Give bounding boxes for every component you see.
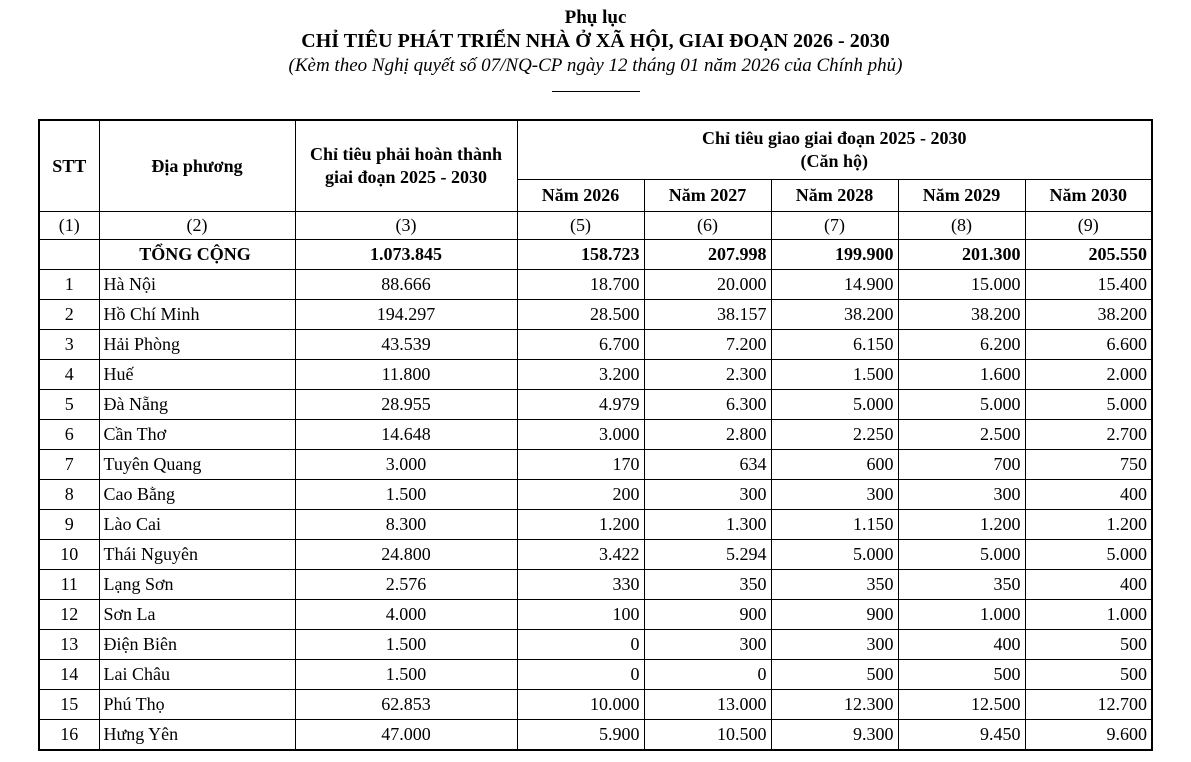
row-year-2027: 900 — [644, 600, 771, 630]
row-target-total: 2.576 — [295, 570, 517, 600]
row-year-2029: 300 — [898, 480, 1025, 510]
row-target-total: 43.539 — [295, 330, 517, 360]
table-row — [39, 330, 1152, 360]
row-target-total: 11.800 — [295, 360, 517, 390]
table-row — [39, 480, 1152, 510]
row-year-2029: 1.600 — [898, 360, 1025, 390]
row-target-total: 194.297 — [295, 300, 517, 330]
row-year-2027: 300 — [644, 630, 771, 660]
row-year-2027: 0 — [644, 660, 771, 690]
row-year-2028: 300 — [771, 480, 898, 510]
row-year-2028: 900 — [771, 600, 898, 630]
row-year-2030: 5.000 — [1025, 390, 1152, 420]
row-year-2027: 1.300 — [644, 510, 771, 540]
row-year-2026: 5.900 — [517, 720, 644, 750]
row-target-total: 4.000 — [295, 600, 517, 630]
row-locality: Huế — [99, 360, 295, 390]
row-year-2030: 750 — [1025, 450, 1152, 480]
table-row — [39, 600, 1152, 630]
row-year-2030: 38.200 — [1025, 300, 1152, 330]
row-stt: 8 — [39, 480, 99, 510]
header-row-colnumbers — [39, 212, 1152, 240]
table-row — [39, 510, 1152, 540]
row-year-2028: 6.150 — [771, 330, 898, 360]
row-locality: Hà Nội — [99, 270, 295, 300]
row-locality: Hồ Chí Minh — [99, 300, 295, 330]
header-target-assigned-line1: Chỉ tiêu giao giai đoạn 2025 - 2030 — [702, 128, 967, 149]
colnum-7: (7) — [771, 212, 898, 240]
title-block — [0, 0, 1191, 92]
row-target-total: 1.500 — [295, 630, 517, 660]
row-year-2026: 1.200 — [517, 510, 644, 540]
row-year-2027: 5.294 — [644, 540, 771, 570]
row-year-2028: 12.300 — [771, 690, 898, 720]
header-target-complete: Chỉ tiêu phải hoàn thành giai đoạn 2025 - 2030 — [295, 120, 517, 212]
total-row-year-2029: 201.300 — [898, 240, 1025, 270]
row-locality: Cần Thơ — [99, 420, 295, 450]
row-locality: Thái Nguyên — [99, 540, 295, 570]
row-year-2030: 500 — [1025, 630, 1152, 660]
row-year-2026: 100 — [517, 600, 644, 630]
row-year-2026: 28.500 — [517, 300, 644, 330]
total-row — [39, 240, 1152, 270]
table-row — [39, 720, 1152, 750]
row-year-2026: 18.700 — [517, 270, 644, 300]
row-locality: Sơn La — [99, 600, 295, 630]
row-target-total: 28.955 — [295, 390, 517, 420]
row-target-total: 47.000 — [295, 720, 517, 750]
header-year-2026: Năm 2026 — [517, 180, 644, 212]
row-year-2028: 600 — [771, 450, 898, 480]
row-year-2029: 5.000 — [898, 390, 1025, 420]
row-year-2030: 5.000 — [1025, 540, 1152, 570]
row-year-2026: 10.000 — [517, 690, 644, 720]
total-row-stt — [39, 240, 99, 270]
header-row-group — [39, 120, 1152, 180]
row-stt: 9 — [39, 510, 99, 540]
row-stt: 15 — [39, 690, 99, 720]
row-locality: Hưng Yên — [99, 720, 295, 750]
row-year-2027: 350 — [644, 570, 771, 600]
header-year-2029: Năm 2029 — [898, 180, 1025, 212]
row-year-2028: 1.150 — [771, 510, 898, 540]
table-body — [39, 240, 1152, 750]
row-year-2030: 400 — [1025, 570, 1152, 600]
row-year-2029: 6.200 — [898, 330, 1025, 360]
row-stt: 16 — [39, 720, 99, 750]
row-locality: Lai Châu — [99, 660, 295, 690]
row-year-2029: 2.500 — [898, 420, 1025, 450]
total-row-year-2027: 207.998 — [644, 240, 771, 270]
row-year-2028: 38.200 — [771, 300, 898, 330]
row-target-total: 24.800 — [295, 540, 517, 570]
row-year-2029: 400 — [898, 630, 1025, 660]
row-stt: 5 — [39, 390, 99, 420]
colnum-6: (6) — [644, 212, 771, 240]
row-year-2029: 12.500 — [898, 690, 1025, 720]
table-row — [39, 630, 1152, 660]
row-year-2027: 2.800 — [644, 420, 771, 450]
row-target-total: 14.648 — [295, 420, 517, 450]
row-year-2026: 330 — [517, 570, 644, 600]
row-target-total: 3.000 — [295, 450, 517, 480]
row-year-2026: 3.200 — [517, 360, 644, 390]
row-year-2030: 12.700 — [1025, 690, 1152, 720]
row-year-2029: 15.000 — [898, 270, 1025, 300]
row-year-2028: 5.000 — [771, 540, 898, 570]
row-stt: 11 — [39, 570, 99, 600]
row-stt: 2 — [39, 300, 99, 330]
row-locality: Lạng Sơn — [99, 570, 295, 600]
row-stt: 12 — [39, 600, 99, 630]
row-target-total: 88.666 — [295, 270, 517, 300]
row-year-2027: 10.500 — [644, 720, 771, 750]
row-target-total: 8.300 — [295, 510, 517, 540]
row-locality: Tuyên Quang — [99, 450, 295, 480]
row-year-2026: 0 — [517, 630, 644, 660]
row-year-2027: 13.000 — [644, 690, 771, 720]
row-target-total: 62.853 — [295, 690, 517, 720]
total-row-target: 1.073.845 — [295, 240, 517, 270]
row-locality: Lào Cai — [99, 510, 295, 540]
row-year-2029: 1.200 — [898, 510, 1025, 540]
table-row — [39, 540, 1152, 570]
row-year-2027: 7.200 — [644, 330, 771, 360]
row-year-2026: 0 — [517, 660, 644, 690]
row-target-total: 1.500 — [295, 660, 517, 690]
row-year-2027: 38.157 — [644, 300, 771, 330]
header-year-2028: Năm 2028 — [771, 180, 898, 212]
row-stt: 3 — [39, 330, 99, 360]
row-year-2028: 2.250 — [771, 420, 898, 450]
row-stt: 1 — [39, 270, 99, 300]
row-year-2027: 300 — [644, 480, 771, 510]
row-year-2028: 5.000 — [771, 390, 898, 420]
row-stt: 6 — [39, 420, 99, 450]
row-year-2029: 5.000 — [898, 540, 1025, 570]
row-year-2029: 38.200 — [898, 300, 1025, 330]
colnum-9: (9) — [1025, 212, 1152, 240]
housing-targets-table — [38, 119, 1153, 751]
colnum-8: (8) — [898, 212, 1025, 240]
table-row — [39, 450, 1152, 480]
row-year-2028: 9.300 — [771, 720, 898, 750]
row-year-2027: 20.000 — [644, 270, 771, 300]
page-subtitle: (Kèm theo Nghị quyết số 07/NQ-CP ngày 12 tháng 01 năm 2026 của Chính phủ) — [288, 54, 903, 76]
total-row-label: TỔNG CỘNG — [99, 240, 295, 270]
row-year-2026: 4.979 — [517, 390, 644, 420]
title-divider — [552, 91, 640, 92]
header-stt: STT — [39, 120, 99, 212]
total-row-year-2026: 158.723 — [517, 240, 644, 270]
row-year-2027: 2.300 — [644, 360, 771, 390]
row-stt: 4 — [39, 360, 99, 390]
row-year-2026: 170 — [517, 450, 644, 480]
row-year-2029: 9.450 — [898, 720, 1025, 750]
row-year-2027: 6.300 — [644, 390, 771, 420]
page-title: CHỈ TIÊU PHÁT TRIỂN NHÀ Ở XÃ HỘI, GIAI ĐOẠN 2026 - 2030 — [301, 29, 890, 52]
row-stt: 13 — [39, 630, 99, 660]
row-year-2026: 3.000 — [517, 420, 644, 450]
row-year-2029: 500 — [898, 660, 1025, 690]
row-year-2026: 6.700 — [517, 330, 644, 360]
row-year-2030: 1.000 — [1025, 600, 1152, 630]
row-locality: Điện Biên — [99, 630, 295, 660]
row-year-2026: 3.422 — [517, 540, 644, 570]
row-stt: 10 — [39, 540, 99, 570]
table-row — [39, 360, 1152, 390]
total-row-year-2030: 205.550 — [1025, 240, 1152, 270]
header-locality: Địa phương — [99, 120, 295, 212]
table-row — [39, 300, 1152, 330]
row-year-2030: 1.200 — [1025, 510, 1152, 540]
row-year-2028: 500 — [771, 660, 898, 690]
row-stt: 14 — [39, 660, 99, 690]
table-row — [39, 660, 1152, 690]
table-row — [39, 690, 1152, 720]
row-year-2030: 2.700 — [1025, 420, 1152, 450]
row-locality: Hải Phòng — [99, 330, 295, 360]
colnum-3: (3) — [295, 212, 517, 240]
row-year-2028: 300 — [771, 630, 898, 660]
row-year-2030: 400 — [1025, 480, 1152, 510]
colnum-5: (5) — [517, 212, 644, 240]
row-year-2030: 6.600 — [1025, 330, 1152, 360]
row-locality: Phú Thọ — [99, 690, 295, 720]
row-target-total: 1.500 — [295, 480, 517, 510]
row-year-2029: 350 — [898, 570, 1025, 600]
colnum-2: (2) — [99, 212, 295, 240]
table-row — [39, 420, 1152, 450]
row-locality: Cao Bằng — [99, 480, 295, 510]
row-year-2028: 14.900 — [771, 270, 898, 300]
row-year-2028: 1.500 — [771, 360, 898, 390]
header-year-2030: Năm 2030 — [1025, 180, 1152, 212]
appendix-label: Phụ lục — [564, 7, 627, 28]
row-year-2029: 1.000 — [898, 600, 1025, 630]
row-year-2030: 9.600 — [1025, 720, 1152, 750]
row-locality: Đà Nẵng — [99, 390, 295, 420]
colnum-1: (1) — [39, 212, 99, 240]
header-year-2027: Năm 2027 — [644, 180, 771, 212]
row-year-2030: 500 — [1025, 660, 1152, 690]
row-year-2027: 634 — [644, 450, 771, 480]
row-year-2030: 2.000 — [1025, 360, 1152, 390]
row-stt: 7 — [39, 450, 99, 480]
row-year-2026: 200 — [517, 480, 644, 510]
table-row — [39, 570, 1152, 600]
table-row — [39, 390, 1152, 420]
total-row-year-2028: 199.900 — [771, 240, 898, 270]
header-target-assigned-line2: (Căn hộ) — [800, 150, 869, 171]
row-year-2030: 15.400 — [1025, 270, 1152, 300]
table-row — [39, 270, 1152, 300]
header-target-assigned — [517, 120, 1152, 180]
row-year-2028: 350 — [771, 570, 898, 600]
row-year-2029: 700 — [898, 450, 1025, 480]
